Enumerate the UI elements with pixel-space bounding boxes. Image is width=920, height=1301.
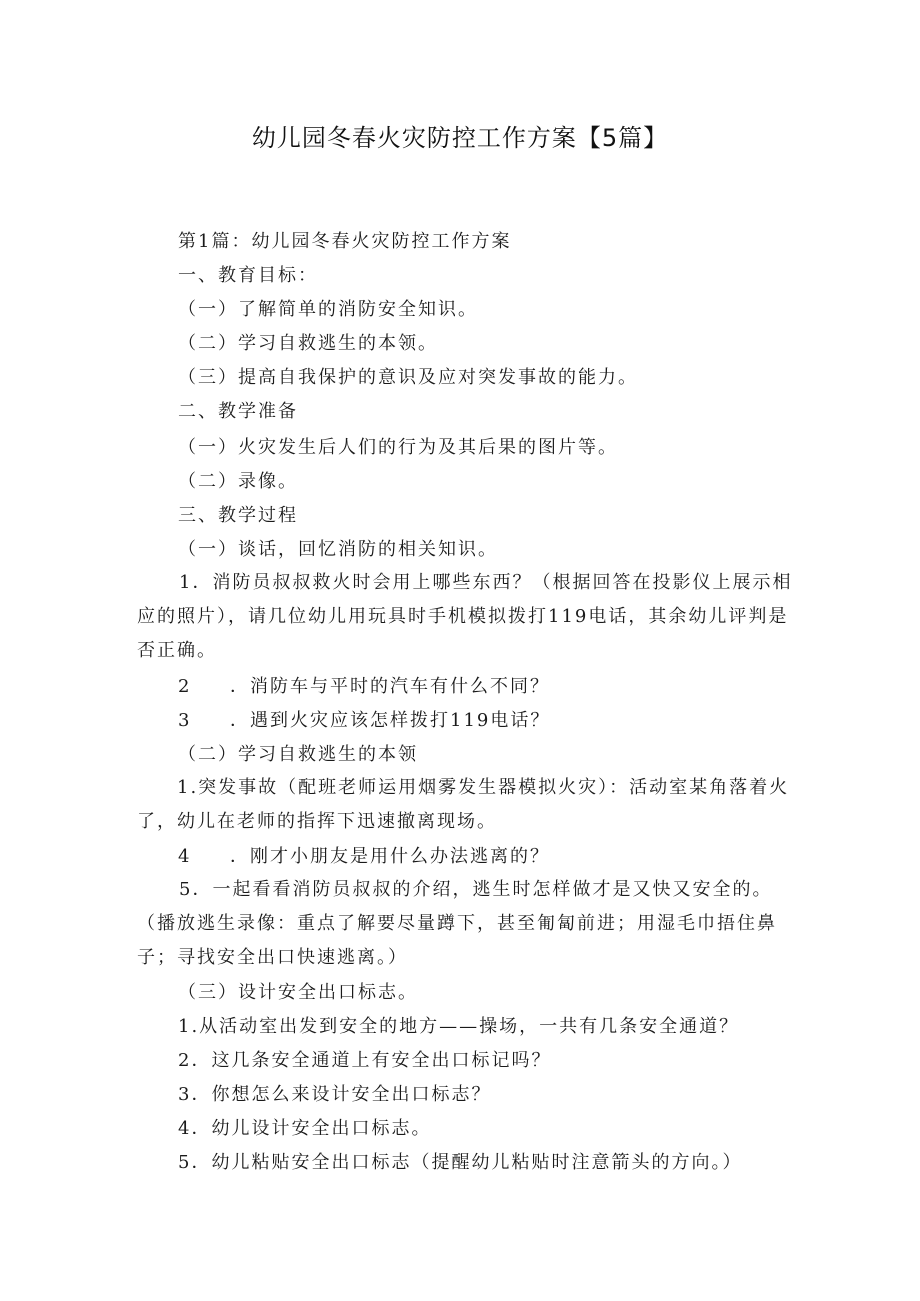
prep-item-2: （二）录像。 bbox=[178, 471, 298, 492]
process-part-2: （二）学习自救逃生的本领 bbox=[178, 744, 418, 765]
design-step-1: 1.从活动室出发到安全的地方——操场，一共有几条安全通道？ bbox=[178, 1016, 740, 1037]
section-heading: 第1篇：幼儿园冬春火灾防控工作方案 bbox=[178, 231, 512, 252]
heading-teaching-process: 三、教学过程 bbox=[178, 505, 298, 526]
heading-education-goals: 一、教育目标： bbox=[178, 265, 318, 286]
heading-teaching-prep: 二、教学准备 bbox=[178, 401, 298, 422]
design-step-5: 5．幼儿粘贴安全出口标志（提醒幼儿粘贴时注意箭头的方向。） bbox=[178, 1152, 743, 1173]
item-number: 2 bbox=[178, 676, 192, 697]
design-step-2: 2．这几条安全通道上有安全出口标记吗？ bbox=[178, 1050, 552, 1071]
item-text: ．消防车与平时的汽车有什么不同？ bbox=[230, 676, 550, 697]
goal-item-2: （二）学习自救逃生的本领。 bbox=[178, 333, 438, 354]
process-paragraph-2: 1.突发事故（配班老师运用烟雾发生器模拟火灾）：活动室某角落着火了，幼儿在老师的指挥下迅速撤离现场。 bbox=[137, 777, 790, 832]
item-number: 3 bbox=[178, 710, 192, 731]
process-part-3: （三）设计安全出口标志。 bbox=[178, 982, 418, 1003]
process-item-3 bbox=[178, 709, 550, 733]
item-number: 4 bbox=[178, 846, 192, 867]
goal-item-3: （三）提高自我保护的意识及应对突发事故的能力。 bbox=[178, 367, 638, 388]
process-paragraph-3: 5．一起看看消防员叔叔的介绍，逃生时怎样做才是又快又安全的。（播放逃生录像：重点了解要尽量蹲下，甚至匍匐前进；用湿毛巾捂住鼻子；寻找安全出口快速逃离。） bbox=[137, 879, 777, 968]
process-item-2 bbox=[178, 675, 550, 699]
prep-item-1: （一）火灾发生后人们的行为及其后果的图片等。 bbox=[178, 437, 618, 458]
design-step-4: 4．幼儿设计安全出口标志。 bbox=[178, 1118, 432, 1139]
process-part-1: （一）谈话，回忆消防的相关知识。 bbox=[178, 539, 498, 560]
item-text: ．刚才小朋友是用什么办法逃离的？ bbox=[230, 846, 550, 867]
process-item-4 bbox=[178, 845, 550, 869]
design-step-3: 3．你想怎么来设计安全出口标志？ bbox=[178, 1084, 492, 1105]
document-title: 幼儿园冬春火灾防控工作方案【5篇】 bbox=[251, 124, 669, 152]
item-text: ．遇到火灾应该怎样拨打119电话？ bbox=[230, 710, 551, 731]
process-paragraph-1: 1．消防员叔叔救火时会用上哪些东西？（根据回答在投影仪上展示相应的照片），请几位幼儿用玩具时手机模拟拨打119电话，其余幼儿评判是否正确。 bbox=[137, 572, 793, 661]
goal-item-1: （一）了解简单的消防安全知识。 bbox=[178, 299, 478, 320]
